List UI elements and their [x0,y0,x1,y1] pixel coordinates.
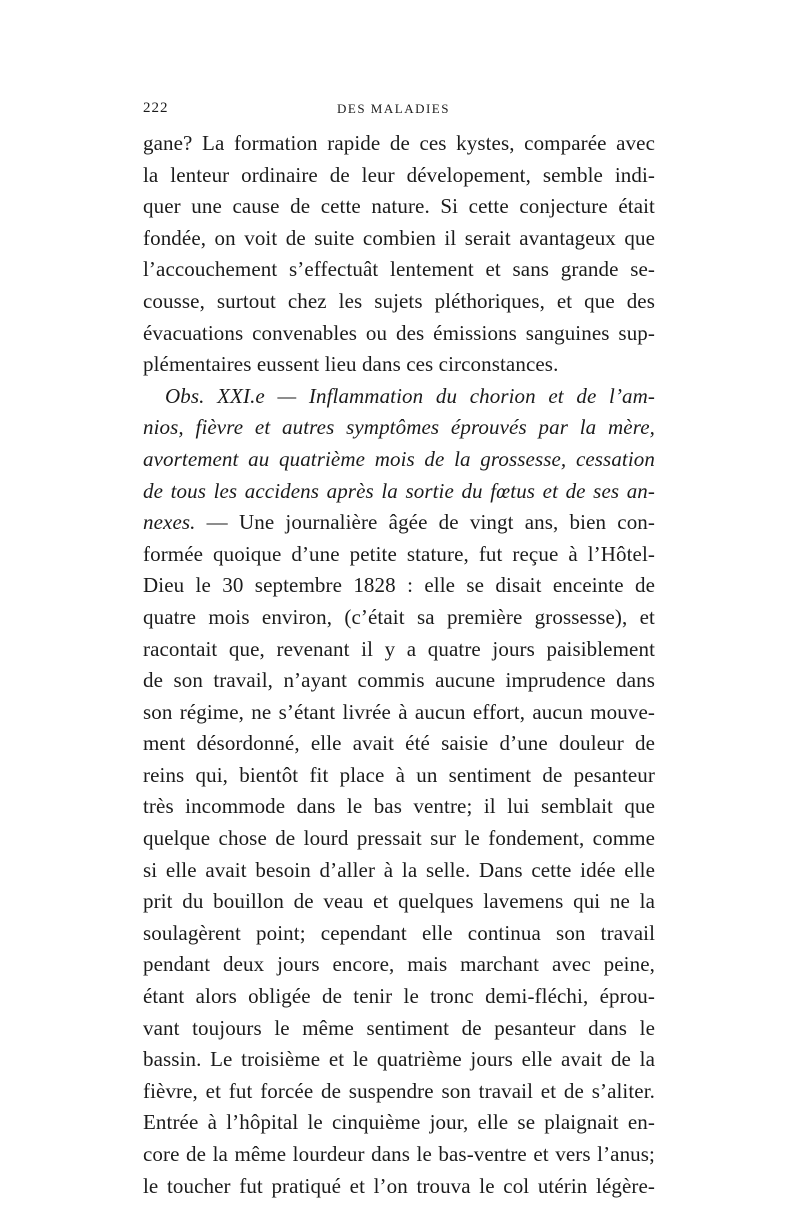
text-line: soulagèrent point; cependant elle continua son travail [143,920,655,945]
text-line: racontait que, revenant il y a quatre jours paisiblement [143,636,655,661]
observation-text-start: — Une journalière âgée de vingt ans, bien con- [195,510,655,535]
running-head [143,100,655,122]
text-line: core de la même lourdeur dans le bas-ventre et vers l’anus; [143,1142,655,1166]
text-line: évacuations convenables ou des émissions sanguines sup- [143,320,655,345]
text-line: étant alors obligée de tenir le tronc demi-fléchi, éprou- [143,984,655,1009]
observation-heading-line: de tous les accidens après la sortie du fœtus et de ses an- [143,478,655,503]
observation-heading-line: nios, fièvre et autres symptômes éprouvés par la mère, [143,415,655,440]
observation-heading-line: avortement au quatrième mois de la grossesse, cessation [143,446,655,471]
text-line: pendant deux jours encore, mais marchant avec peine, [143,952,655,977]
text-line: plémentaires eussent lieu dans ces circonstances. [143,352,559,377]
body-text [143,128,655,1202]
text-line: son régime, ne s’étant livrée à aucun effort, aucun mouve- [143,699,655,724]
running-title: DES MALADIES [337,101,450,116]
text-line: Entrée à l’hôpital le cinquième jour, elle se plaignait en- [143,1110,655,1135]
text-line: quelque chose de lourd pressait sur le fondement, comme [143,826,655,851]
text-line-mixed [143,507,655,539]
text-line: prit du bouillon de veau et quelques lavemens qui ne la [143,889,655,914]
text-line: bassin. Le troisième et le quatrième jours elle avait de la [143,1047,655,1072]
text-line: Dieu le 30 septembre 1828 : elle se disait enceinte de [143,573,655,598]
text-line: fièvre, et fut forcée de suspendre son travail et de s’aliter. [143,1078,655,1103]
text-line: l’accouchement s’effectuât lentement et sans grande se- [143,257,655,282]
text-line: quatre mois environ, (c’était sa première grossesse), et [143,604,655,629]
text-line: de son travail, n’ayant commis aucune imprudence dans [143,668,655,693]
text-line: reins qui, bientôt fit place à un sentiment de pesanteur [143,762,655,787]
text-line: très incommode dans le bas ventre; il lui semblait que [143,794,655,819]
text-line: cousse, surtout chez les sujets pléthoriques, et que des [143,288,655,313]
observation-heading-end: nexes. [143,510,196,535]
text-line: si elle avait besoin d’aller à la selle. Dans cette idée elle [143,857,655,882]
text-line: le toucher fut pratiqué et l’on trouva le col utérin légère- [143,1173,655,1198]
text-line: formée quoique d’une petite stature, fut reçue à l’Hôtel- [143,541,655,566]
text-line: ment désordonné, elle avait été saisie d’une douleur de [143,731,655,756]
text-line: quer une cause de cette nature. Si cette conjecture était [143,194,655,219]
text-line: fondée, on voit de suite combien il serait avantageux que [143,225,655,250]
text-line: la lenteur ordinaire de leur dévelopement, semble indi- [143,162,655,187]
page-number: 222 [143,100,169,116]
observation-heading-line: Obs. XXI.e — Inflammation du chorion et de l’am- [165,383,655,408]
text-line: gane? La formation rapide de ces kystes, comparée avec [143,131,655,155]
text-line: vant toujours le même sentiment de pesanteur dans le [143,1015,655,1040]
